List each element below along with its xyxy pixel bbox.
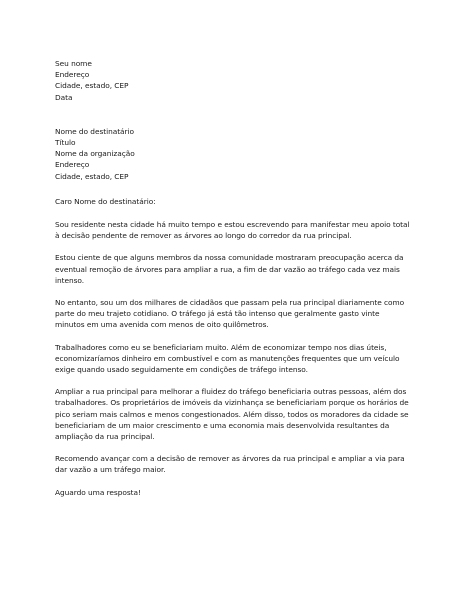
paragraph-line: Estou ciente de que alguns membros da nossa comunidade mostraram preocupação acerca da (55, 253, 404, 263)
recipient-address: Endereço (55, 160, 90, 170)
body-paragraph (55, 386, 415, 442)
paragraph-line: No entanto, sou um dos milhares de cidadãos que passam pela rua principal diariamente como (55, 298, 405, 308)
sender-city-state-zip: Cidade, estado, CEP (55, 81, 129, 91)
paragraph-line: trabalhadores. Os proprietários de imóveis da vizinhança se beneficiariam porque os horários de (55, 398, 409, 408)
closing-text: Aguardo uma resposta! (55, 487, 141, 497)
sender-block (55, 58, 415, 103)
paragraph-line: Recomendo avançar com a decisão de remover as árvores da rua principal e ampliar a via para (55, 454, 405, 464)
recipient-name: Nome do destinatário (55, 126, 135, 136)
body-paragraph (55, 252, 415, 286)
recipient-block (55, 126, 415, 182)
paragraph-line: economizaríamos dinheiro em combustível e com as manutenções frequentes que um veículo (55, 353, 400, 363)
paragraph-line: ampliação da rua principal. (55, 432, 155, 442)
paragraph-line: intenso. (55, 275, 85, 285)
paragraph-line: beneficiariam de um maior crescimento e uma economia mais desenvolvida resultantes da (55, 420, 390, 430)
paragraph-line: dar vazão a um tráfego maior. (55, 465, 166, 475)
recipient-city-state-zip: Cidade, estado, CEP (55, 171, 129, 181)
paragraph-line: Ampliar a rua principal para melhorar a fluidez do tráfego beneficiaria outras pessoas, além dos (55, 387, 407, 397)
sender-name: Seu nome (55, 59, 92, 68)
closing-line (55, 487, 415, 498)
sender-address: Endereço (55, 70, 90, 80)
recipient-organization: Nome da organização (55, 149, 135, 159)
body-paragraph (55, 453, 415, 475)
paragraph-line: parte do meu trajeto cotidiano. O tráfego já está tão intenso que geralmente gasto vinte (55, 309, 380, 319)
body-paragraph (55, 297, 415, 331)
salutation-text: Caro Nome do destinatário: (55, 196, 156, 206)
body-paragraph (55, 219, 415, 241)
paragraph-line: pico seriam mais calmos e menos congestionados. Além disso, todos os moradores da cidade se (55, 409, 409, 419)
paragraph-line: à decisão pendente de remover as árvores ao longo do corredor da rua principal. (55, 231, 352, 241)
paragraph-line: minutos em uma avenida com menos de oito quilômetros. (55, 320, 269, 330)
letter-date: Data (55, 92, 73, 102)
paragraph-line: Trabalhadores como eu se beneficiariam muito. Além de economizar tempo nos dias úteis, (55, 342, 387, 352)
paragraph-line: Sou residente nesta cidade há muito tempo e estou escrevendo para manifestar meu apoio total (55, 220, 410, 230)
paragraph-line: eventual remoção de árvores para ampliar a rua, a fim de dar vazão ao tráfego cada vez mais (55, 264, 400, 274)
recipient-title: Título (55, 138, 76, 148)
body-paragraph (55, 342, 415, 376)
salutation (55, 196, 415, 207)
letter-page (55, 58, 415, 509)
paragraph-line: exige quando usado seguidamente em condições de tráfego intenso. (55, 365, 308, 375)
